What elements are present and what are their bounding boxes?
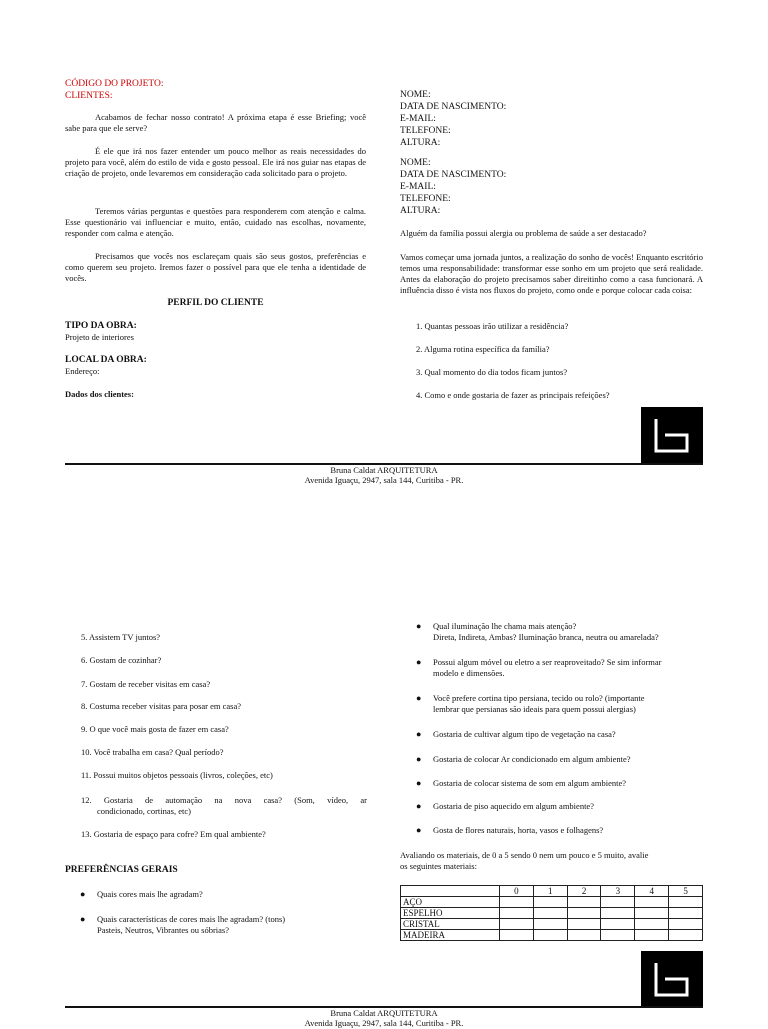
bullet-dot-icon: ●	[416, 825, 422, 835]
table-header-cell: 0	[500, 886, 534, 897]
materials-instructions-line-2: os seguintes materiais:	[400, 861, 477, 871]
client-2-email-label: E-MAIL:	[400, 182, 436, 192]
bullet-dot-icon: ●	[416, 657, 422, 667]
material-name-cell: CRISTAL	[401, 919, 500, 930]
rating-cell[interactable]	[635, 897, 669, 908]
question-4: 4. Como e onde gostaria de fazer as principais refeições?	[416, 390, 610, 400]
intro-paragraph-4: Precisamos que vocês nos esclareçam quais são seus gostos, preferências e como querem seu projeto. Iremos fazer o possível para que ele tenha a identidade de vocês.	[65, 251, 366, 283]
bullet-dot-icon: ●	[416, 729, 422, 739]
question-12-line-1: 12. Gostaria de automação na nova casa? (Som, vídeo, ar	[81, 795, 367, 805]
question-2: 2. Alguma rotina específica da família?	[416, 344, 550, 354]
allergy-question: Alguém da família possui alergia ou problema de saúde a ser destacado?	[400, 228, 647, 238]
work-location-label: LOCAL DA OBRA:	[65, 355, 147, 365]
table-header-cell: 1	[533, 886, 567, 897]
client-1-email-label: E-MAIL:	[400, 114, 436, 124]
rating-cell[interactable]	[669, 908, 703, 919]
rating-cell[interactable]	[500, 908, 534, 919]
rating-cell[interactable]	[635, 919, 669, 930]
footer-company-name: Bruna Caldat ARQUITETURA	[330, 465, 438, 475]
rating-cell[interactable]	[601, 930, 635, 941]
client-2-name-label: NOME:	[400, 158, 431, 168]
right-bullet-1-line-2: Direta, Indireta, Ambas? Iluminação branca, neutra ou amarelada?	[433, 632, 659, 642]
rating-cell[interactable]	[601, 897, 635, 908]
bullet-dot-icon: ●	[416, 693, 422, 703]
rating-cell[interactable]	[669, 930, 703, 941]
materials-instructions-line-1: Avaliando os materiais, de 0 a 5 sendo 0 nem um pouco e 5 muito, avalie	[400, 850, 649, 860]
rating-cell[interactable]	[500, 919, 534, 930]
bullet-dot-icon: ●	[416, 801, 422, 811]
footer-company-name: Bruna Caldat ARQUITETURA	[330, 1008, 438, 1018]
rating-cell[interactable]	[567, 930, 601, 941]
table-header-cell: 4	[635, 886, 669, 897]
right-bullet-5: Gostaria de colocar Ar condicionado em algum ambiente?	[433, 754, 631, 764]
client-1-phone-label: TELEFONE:	[400, 126, 451, 136]
general-preferences-heading: PREFERÊNCIAS GERAIS	[65, 865, 178, 875]
table-row	[401, 930, 703, 941]
pref-bullet-2-line-1: Quais características de cores mais lhe agradam? (tons)	[97, 914, 286, 924]
material-name-cell: MADEIRA	[401, 930, 500, 941]
question-12-line-2: condicionado, cortinas, etc)	[97, 806, 191, 816]
client-2-phone-label: TELEFONE:	[400, 194, 451, 204]
question-10: 10. Você trabalha em casa? Qual período?	[81, 747, 224, 757]
rating-cell[interactable]	[669, 897, 703, 908]
client-2-fields	[400, 157, 700, 217]
client-1-height-label: ALTURA:	[400, 138, 441, 148]
question-13: 13. Gostaria de espaço para cofre? Em qual ambiente?	[81, 829, 266, 839]
bullet-dot-icon: ●	[416, 754, 422, 764]
rating-cell[interactable]	[567, 897, 601, 908]
footer-address: Avenida Iguaçu, 2947, sala 144, Curitiba - PR.	[304, 1018, 464, 1028]
material-name-cell: AÇO	[401, 897, 500, 908]
right-bullet-2-line-2: modelo e dimensões.	[433, 668, 505, 678]
table-row	[401, 919, 703, 930]
rating-cell[interactable]	[601, 919, 635, 930]
rating-cell[interactable]	[567, 908, 601, 919]
question-3: 3. Qual momento do dia todos ficam juntos?	[416, 367, 568, 377]
right-bullet-3-line-1: Você prefere cortina tipo persiana, tecido ou rolo? (importante	[433, 693, 645, 703]
bullet-dot-icon: ●	[80, 914, 86, 924]
intro-paragraph-1: Acabamos de fechar nosso contrato! A próxima etapa é esse Briefing; você sabe para que ele serve?	[65, 112, 366, 133]
table-header-cell: 3	[601, 886, 635, 897]
client-1-name-label: NOME:	[400, 90, 431, 100]
client-2-height-label: ALTURA:	[400, 206, 441, 216]
bullet-dot-icon: ●	[80, 889, 86, 899]
question-9: 9. O que você mais gosta de fazer em casa?	[81, 724, 229, 734]
material-name-cell: ESPELHO	[401, 908, 500, 919]
question-11: 11. Possui muitos objetos pessoais (livros, coleções, etc)	[81, 770, 273, 780]
question-1: 1. Quantas pessoas irão utilizar a residência?	[416, 321, 569, 331]
bullet-dot-icon: ●	[416, 621, 422, 631]
footer-address: Avenida Iguaçu, 2947, sala 144, Curitiba - PR.	[304, 475, 464, 485]
rating-cell[interactable]	[533, 919, 567, 930]
rating-cell[interactable]	[500, 897, 534, 908]
client-1-fields	[400, 89, 700, 149]
table-row	[401, 908, 703, 919]
question-8: 8. Costuma receber visitas para posar em casa?	[81, 701, 242, 711]
intro-paragraph-2: É ele que irá nos fazer entender um pouco melhor as reais necessidades do projeto para você, além do estilo de vida e gosto pessoal. Ele irá nos guiar nas etapas de criação de projeto, onde levaremos em consideração cada solicitado para o projeto.	[65, 146, 366, 178]
right-bullet-4: Gostaria de cultivar algum tipo de vegetação na casa?	[433, 729, 616, 739]
question-7: 7. Gostam de receber visitas em casa?	[81, 679, 211, 689]
right-bullet-7: Gostaria de piso aquecido em algum ambiente?	[433, 801, 594, 811]
project-code-label: CÓDIGO DO PROJETO:	[65, 79, 164, 89]
address-label: Endereço:	[65, 366, 100, 376]
rating-cell[interactable]	[601, 908, 635, 919]
table-header-cell: 2	[567, 886, 601, 897]
pref-bullet-2-line-2: Pasteis, Neutros, Vibrantes ou sóbrias?	[97, 925, 230, 935]
rating-cell[interactable]	[669, 919, 703, 930]
client-data-label: Dados dos clientes:	[65, 389, 134, 399]
question-6: 6. Gostam de cozinhar?	[81, 655, 162, 665]
journey-paragraph: Vamos começar uma jornada juntos, a realização do sonho de vocês! Enquanto escritório temos uma responsabilidade: transformar esse sonho em um projeto que será realidade. Antes da elaboração do projeto precisamos saber direitinho como a casa funcionará. A influência disso é vista nos fluxos do projeto, como onde e porque colocar cada coisa:	[400, 252, 703, 295]
right-bullet-6: Gostaria de colocar sistema de som em algum ambiente?	[433, 778, 627, 788]
right-bullet-1-line-1: Qual iluminação lhe chama mais atenção?	[433, 621, 577, 631]
client-1-birthdate-label: DATA DE NASCIMENTO:	[400, 102, 507, 112]
rating-cell[interactable]	[500, 930, 534, 941]
right-bullet-2-line-1: Possui algum móvel ou eletro a ser reaproveitado? Se sim informar	[433, 657, 662, 667]
clients-label: CLIENTES:	[65, 91, 113, 101]
rating-cell[interactable]	[533, 930, 567, 941]
rating-cell[interactable]	[635, 930, 669, 941]
question-5: 5. Assistem TV juntos?	[81, 632, 161, 642]
intro-paragraph-3: Teremos várias perguntas e questões para responderem com atenção e calma. Esse questionário vai influenciar e muito, então, cuidado nas escolhas, novamente, responder com calma e atenção.	[65, 206, 366, 238]
table-header-cell	[401, 886, 500, 897]
table-row	[401, 897, 703, 908]
rating-cell[interactable]	[635, 908, 669, 919]
work-type-value: Projeto de interiores	[65, 332, 134, 342]
pref-bullet-1: Quais cores mais lhe agradam?	[97, 889, 203, 899]
table-header-cell: 5	[669, 886, 703, 897]
rating-cell[interactable]	[533, 908, 567, 919]
right-bullet-3-line-2: lembrar que persianas são ideais para quem possui alergias)	[433, 704, 636, 714]
bullet-dot-icon: ●	[416, 778, 422, 788]
table-header-row	[401, 886, 703, 897]
materials-rating-table	[400, 885, 703, 941]
client-2-birthdate-label: DATA DE NASCIMENTO:	[400, 170, 507, 180]
right-bullet-8: Gosta de flores naturais, horta, vasos e folhagens?	[433, 825, 604, 835]
rating-cell[interactable]	[533, 897, 567, 908]
client-profile-heading: PERFIL DO CLIENTE	[167, 298, 264, 308]
bruna-caldat-logo-icon	[641, 951, 703, 1008]
work-type-label: TIPO DA OBRA:	[65, 321, 137, 331]
bruna-caldat-logo-icon	[641, 407, 703, 465]
rating-cell[interactable]	[567, 919, 601, 930]
